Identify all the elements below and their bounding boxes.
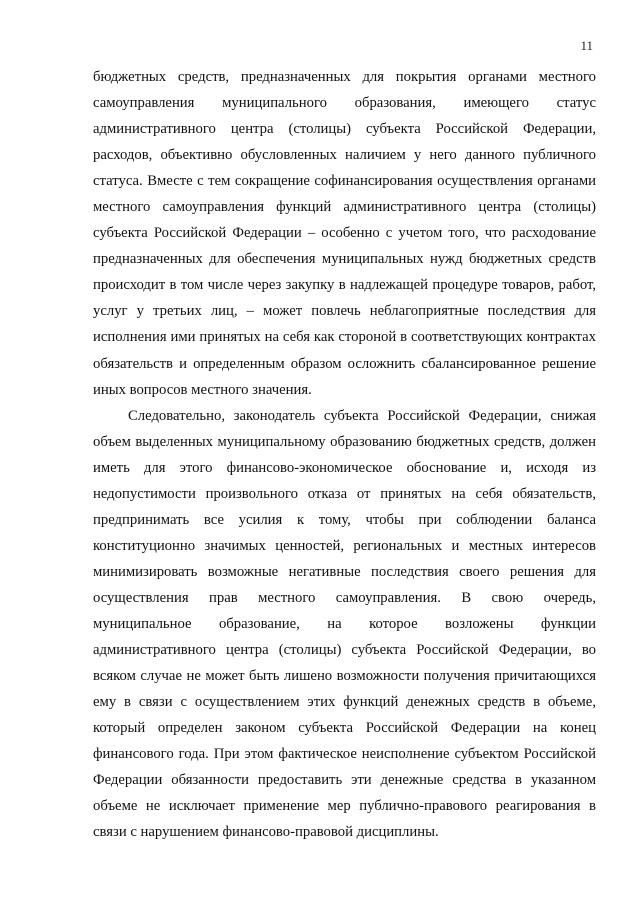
paragraph-continuation: бюджетных средств, предназначенных для покрытия органами местного самоуправления муниципального образования, имеющего статус административного центра (столицы) субъекта Российской Федерации, расходов, объективно обусловленных наличием у него данного публичного статуса. Вместе с тем сокращение софинансирования осуществления органами местного самоуправления функций административного центра (столицы) субъекта Российской Федерации – особенно с учетом того, что расходование предназначенных для обеспечения муниципальных нужд бюджетных средств происходит в том числе через закупку в надлежащей процедуре товаров, работ, услуг у третьих лиц, – может повлечь неблагоприятные последствия для исполнения ими принятых на себя как стороной в соответствующих контрактах обязательств и определенным образом осложнить сбалансированное решение иных вопросов местного значения.	[93, 69, 596, 398]
document-body	[93, 64, 596, 845]
paragraph-conclusion: Следовательно, законодатель субъекта Российской Федерации, снижая объем выделенных муниципальному образованию бюджетных средств, должен иметь для этого финансово-экономическое обоснование и, исходя из недопустимости произвольного отказа от принятых на себя обязательств, предпринимать все усилия к тому, чтобы при соблюдении баланса конституционно значимых ценностей, региональных и местных интересов минимизировать возможные негативные последствия своего решения для осуществления прав местного самоуправления. В свою очередь, муниципальное образование, на которое возложены функции административного центра (столицы) субъекта Российской Федерации, во всяком случае не может быть лишено возможности получения причитающихся ему в связи с осуществлением этих функций денежных средств в объеме, который определен законом субъекта Российской Федерации на конец финансового года. При этом фактическое неисполнение субъектом Российской Федерации обязанности предоставить эти денежные средства в указанном объеме не исключает применение мер публично-правового реагирования в связи с нарушением финансово-правовой дисциплины.	[93, 407, 596, 841]
page-number: 11	[580, 38, 593, 53]
